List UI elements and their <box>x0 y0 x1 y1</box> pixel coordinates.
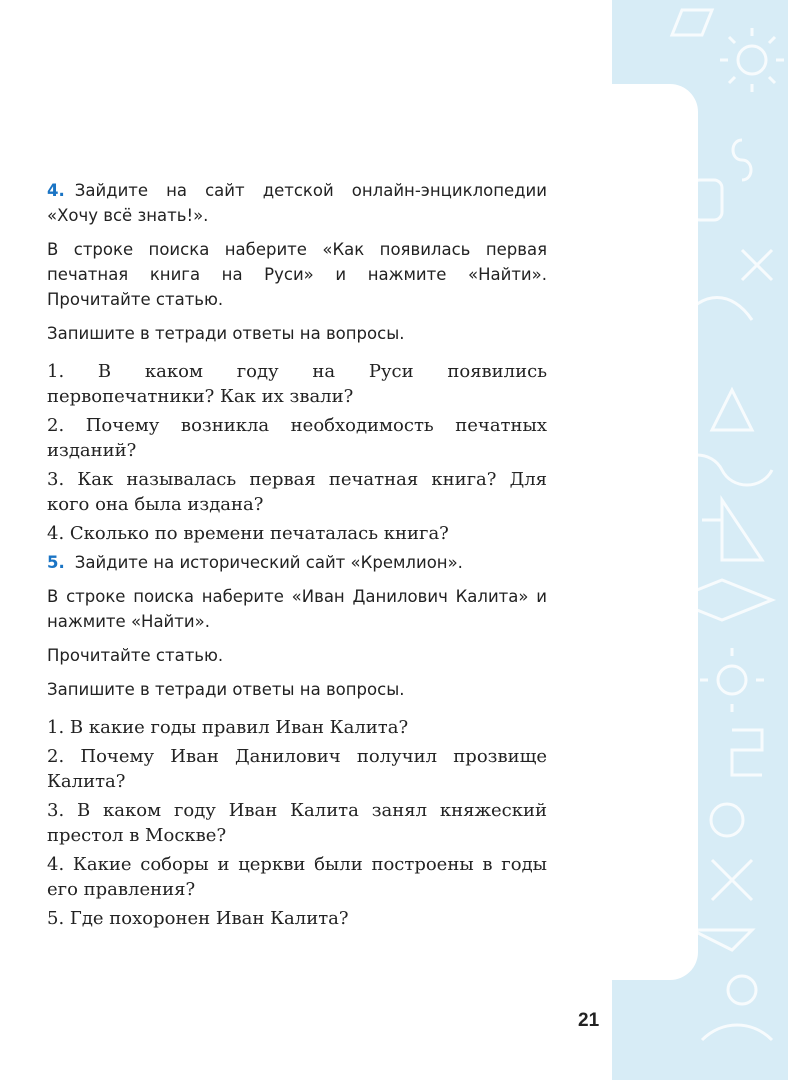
task-4 <box>47 178 547 550</box>
task-5-question-1: 1. В какие годы правил Иван Калита? <box>47 717 409 738</box>
task-5-question-2: 2. Почему Иван Данилович получил прозвище Калита? <box>47 746 547 792</box>
page-number: 21 <box>578 1010 600 1031</box>
task-5-line-3: Прочитайте статью. <box>47 646 224 665</box>
task-4-question-3: 3. Как называлась первая печатная книга? Для кого она была издана? <box>47 469 547 515</box>
task-4-question-2: 2. Почему возникла необходимость печатных изданий? <box>47 415 547 461</box>
task-5-line-4: Запишите в тетради ответы на вопросы. <box>47 680 405 699</box>
task-4-line-3: Запишите в тетради ответы на вопросы. <box>47 324 405 343</box>
task-4-question-1: 1. В каком году на Руси появились первопечатники? Как их звали? <box>47 361 547 407</box>
task-5 <box>47 550 547 935</box>
task-4-question-4: 4. Сколько по времени печаталась книга? <box>47 523 449 544</box>
task-4-line-1: Зайдите на сайт детской онлайн-энциклопедии «Хочу всё знать!». <box>47 181 547 225</box>
task-5-question-4: 4. Какие соборы и церкви были построены в годы его правления? <box>47 854 547 900</box>
task-5-question-3: 3. В каком году Иван Калита занял княжеский престол в Москве? <box>47 800 547 846</box>
task-5-number: 5. <box>47 553 65 572</box>
task-5-line-2: В строке поиска наберите «Иван Данилович Калита» и нажмите «Найти». <box>47 587 547 631</box>
task-4-intro <box>47 178 547 228</box>
task-5-line-1: Зайдите на исторический сайт «Кремлион». <box>74 553 463 572</box>
task-5-intro <box>47 550 547 575</box>
task-5-question-5: 5. Где похоронен Иван Калита? <box>47 908 349 929</box>
task-4-number: 4. <box>47 181 65 200</box>
task-4-line-2: В строке поиска наберите «Как появилась первая печатная книга на Руси» и нажмите «Найти». Прочитайте статью. <box>47 240 547 309</box>
